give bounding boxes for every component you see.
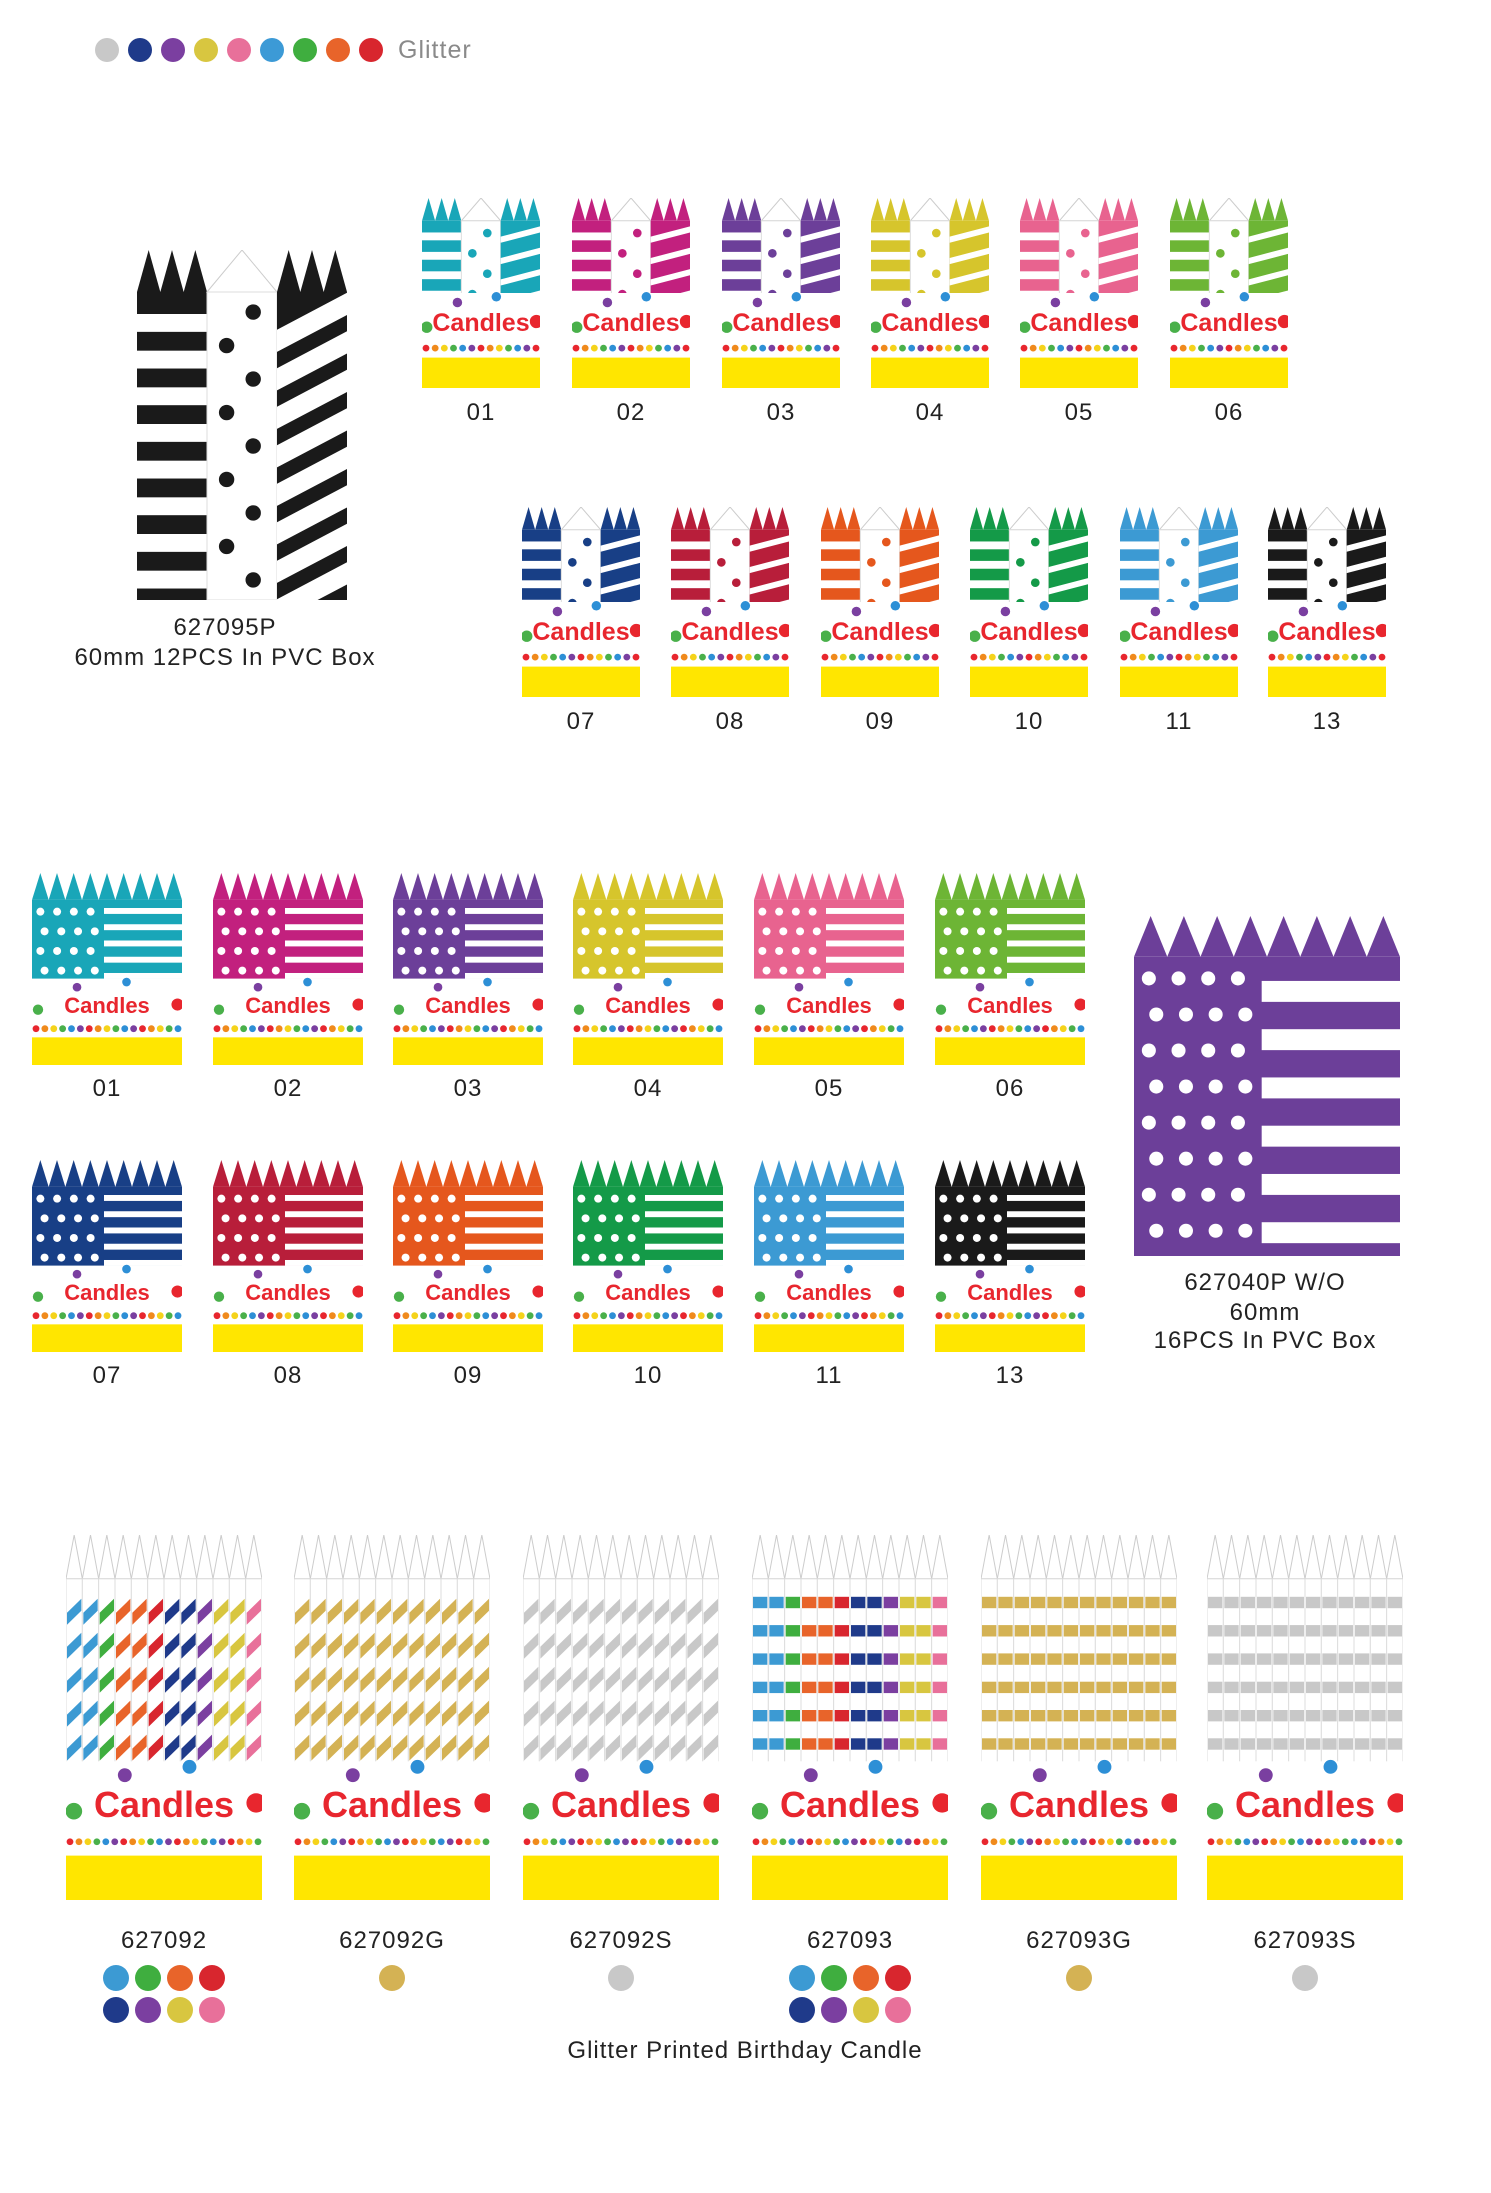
swatch-7 bbox=[167, 1997, 193, 2023]
code-627095p-01: 01 bbox=[466, 399, 496, 426]
code-627093s: 627093S bbox=[1253, 1927, 1357, 1954]
pack-brand-text: Candles bbox=[605, 993, 691, 1019]
pack-627040p-09 bbox=[393, 1160, 543, 1352]
glitter-color-legend bbox=[95, 30, 472, 70]
pack-brand-text: Candles bbox=[425, 1280, 511, 1306]
pack-brand-text: Candles bbox=[1030, 309, 1128, 337]
swatch-3 bbox=[853, 1965, 879, 1991]
pack-brand-text: Candles bbox=[432, 309, 530, 337]
pack-627095p-04 bbox=[871, 198, 989, 388]
pack-627095p-11 bbox=[1120, 507, 1238, 697]
pack-brand-text: Candles bbox=[1180, 309, 1278, 337]
pack-brand-text: Candles bbox=[550, 1783, 692, 1825]
code-627040p-11: 11 bbox=[815, 1362, 843, 1389]
pack-627092 bbox=[66, 1535, 262, 1900]
swatch-1 bbox=[103, 1965, 129, 1991]
code-627095p-11: 11 bbox=[1165, 708, 1193, 735]
code-627095p-13: 13 bbox=[1312, 708, 1342, 735]
pack-627095p-10 bbox=[970, 507, 1088, 697]
code-627040p-13: 13 bbox=[995, 1362, 1025, 1389]
pack-brand-text: Candles bbox=[64, 993, 150, 1019]
swatch-8 bbox=[885, 1997, 911, 2023]
pack-brand-text: Candles bbox=[786, 993, 872, 1019]
hero-pack-627040p bbox=[1134, 916, 1400, 1256]
glitter-swatches-627092 bbox=[94, 1965, 234, 2023]
code-627095p-09: 09 bbox=[865, 708, 895, 735]
pack-627040p-13 bbox=[935, 1160, 1085, 1352]
code-627095p-06: 06 bbox=[1214, 399, 1244, 426]
legend-swatches bbox=[95, 38, 392, 62]
glitter-swatch-3 bbox=[161, 38, 185, 62]
code-627040p-04: 04 bbox=[633, 1075, 663, 1102]
pack-brand-text: Candles bbox=[64, 1280, 150, 1306]
pack-627040p-08 bbox=[213, 1160, 363, 1352]
glitter-swatch-5 bbox=[227, 38, 251, 62]
pack-brand-text: Candles bbox=[532, 618, 630, 646]
pack-brand-text: Candles bbox=[1008, 1783, 1150, 1825]
pack-627040p-11 bbox=[754, 1160, 904, 1352]
hero2-desc: 16PCS In PVC Box bbox=[1153, 1327, 1377, 1354]
hero1-desc: 60mm 12PCS In PVC Box bbox=[74, 644, 376, 671]
legend-label: Glitter bbox=[398, 35, 472, 64]
pack-627095p-09 bbox=[821, 507, 939, 697]
pack-627092s bbox=[523, 1535, 719, 1900]
glitter-swatches-627093s bbox=[1235, 1965, 1375, 1991]
swatch-7 bbox=[853, 1997, 879, 2023]
pack-brand-text: Candles bbox=[831, 618, 929, 646]
pack-627040p-02 bbox=[213, 873, 363, 1065]
code-627095p-04: 04 bbox=[915, 399, 945, 426]
code-627093: 627093 bbox=[806, 1927, 894, 1954]
swatch-3 bbox=[167, 1965, 193, 1991]
glitter-swatch-1 bbox=[95, 38, 119, 62]
code-627093g: 627093G bbox=[1026, 1927, 1132, 1954]
pack-627040p-04 bbox=[573, 873, 723, 1065]
code-627095p-07: 07 bbox=[566, 708, 596, 735]
glitter-swatches-627093 bbox=[780, 1965, 920, 2023]
pack-627095p-02 bbox=[572, 198, 690, 388]
pack-627095p-08 bbox=[671, 507, 789, 697]
pack-627040p-03 bbox=[393, 873, 543, 1065]
pack-627095p-01 bbox=[422, 198, 540, 388]
swatch-4 bbox=[199, 1965, 225, 1991]
glitter-swatch-4 bbox=[194, 38, 218, 62]
pack-brand-text: Candles bbox=[245, 993, 331, 1019]
pack-627095p-06 bbox=[1170, 198, 1288, 388]
pack-brand-text: Candles bbox=[93, 1783, 235, 1825]
code-627040p-09: 09 bbox=[453, 1362, 483, 1389]
pack-brand-text: Candles bbox=[1234, 1783, 1376, 1825]
glitter-swatches-627092s bbox=[551, 1965, 691, 1991]
code-627040p-08: 08 bbox=[273, 1362, 303, 1389]
hero1-code: 627095P bbox=[173, 614, 277, 641]
pack-brand-text: Candles bbox=[321, 1783, 463, 1825]
pack-627093 bbox=[752, 1535, 948, 1900]
glitter-swatch-6 bbox=[260, 38, 284, 62]
hero2-size: 60mm bbox=[1229, 1299, 1301, 1326]
pack-627093s bbox=[1207, 1535, 1403, 1900]
code-627040p-10: 10 bbox=[633, 1362, 663, 1389]
section3-caption: Glitter Printed Birthday Candle bbox=[567, 2037, 923, 2064]
glitter-swatches-627093g bbox=[1009, 1965, 1149, 1991]
pack-brand-text: Candles bbox=[425, 993, 511, 1019]
swatch-2 bbox=[821, 1965, 847, 1991]
code-627040p-07: 07 bbox=[92, 1362, 122, 1389]
code-627095p-05: 05 bbox=[1064, 399, 1094, 426]
code-627095p-10: 10 bbox=[1014, 708, 1044, 735]
pack-627040p-05 bbox=[754, 873, 904, 1065]
pack-627093g bbox=[981, 1535, 1177, 1900]
glitter-swatch-2 bbox=[128, 38, 152, 62]
pack-brand-text: Candles bbox=[245, 1280, 331, 1306]
pack-627040p-01 bbox=[32, 873, 182, 1065]
swatch-1 bbox=[1066, 1965, 1092, 1991]
hero2-code: 627040P W/O bbox=[1184, 1269, 1346, 1296]
pack-627095p-07 bbox=[522, 507, 640, 697]
code-627040p-06: 06 bbox=[995, 1075, 1025, 1102]
swatch-4 bbox=[885, 1965, 911, 1991]
pack-627095p-13 bbox=[1268, 507, 1386, 697]
pack-brand-text: Candles bbox=[980, 618, 1078, 646]
glitter-swatch-8 bbox=[326, 38, 350, 62]
pack-627040p-07 bbox=[32, 1160, 182, 1352]
pack-brand-text: Candles bbox=[779, 1783, 921, 1825]
code-627040p-03: 03 bbox=[453, 1075, 483, 1102]
swatch-1 bbox=[1292, 1965, 1318, 1991]
pack-brand-text: Candles bbox=[881, 309, 979, 337]
code-627092s: 627092S bbox=[569, 1927, 673, 1954]
glitter-swatches-627092g bbox=[322, 1965, 462, 1991]
pack-627095p-05 bbox=[1020, 198, 1138, 388]
pack-brand-text: Candles bbox=[732, 309, 830, 337]
pack-627092g bbox=[294, 1535, 490, 1900]
swatch-1 bbox=[379, 1965, 405, 1991]
pack-brand-text: Candles bbox=[582, 309, 680, 337]
glitter-swatch-9 bbox=[359, 38, 383, 62]
code-627040p-01: 01 bbox=[92, 1075, 122, 1102]
pack-627040p-10 bbox=[573, 1160, 723, 1352]
swatch-6 bbox=[135, 1997, 161, 2023]
pack-brand-text: Candles bbox=[786, 1280, 872, 1306]
swatch-1 bbox=[789, 1965, 815, 1991]
code-627092g: 627092G bbox=[339, 1927, 445, 1954]
swatch-6 bbox=[821, 1997, 847, 2023]
code-627040p-02: 02 bbox=[273, 1075, 303, 1102]
code-627095p-02: 02 bbox=[616, 399, 646, 426]
pack-627095p-03 bbox=[722, 198, 840, 388]
pack-brand-text: Candles bbox=[967, 1280, 1053, 1306]
code-627095p-03: 03 bbox=[766, 399, 796, 426]
code-627092: 627092 bbox=[120, 1927, 208, 1954]
swatch-5 bbox=[789, 1997, 815, 2023]
hero-pack-627095p bbox=[137, 250, 347, 600]
pack-brand-text: Candles bbox=[967, 993, 1053, 1019]
swatch-2 bbox=[135, 1965, 161, 1991]
glitter-swatch-7 bbox=[293, 38, 317, 62]
swatch-5 bbox=[103, 1997, 129, 2023]
code-627095p-08: 08 bbox=[715, 708, 745, 735]
pack-brand-text: Candles bbox=[1278, 618, 1376, 646]
code-627040p-05: 05 bbox=[814, 1075, 844, 1102]
pack-brand-text: Candles bbox=[681, 618, 779, 646]
pack-brand-text: Candles bbox=[605, 1280, 691, 1306]
pack-brand-text: Candles bbox=[1130, 618, 1228, 646]
pack-627040p-06 bbox=[935, 873, 1085, 1065]
swatch-8 bbox=[199, 1997, 225, 2023]
swatch-1 bbox=[608, 1965, 634, 1991]
